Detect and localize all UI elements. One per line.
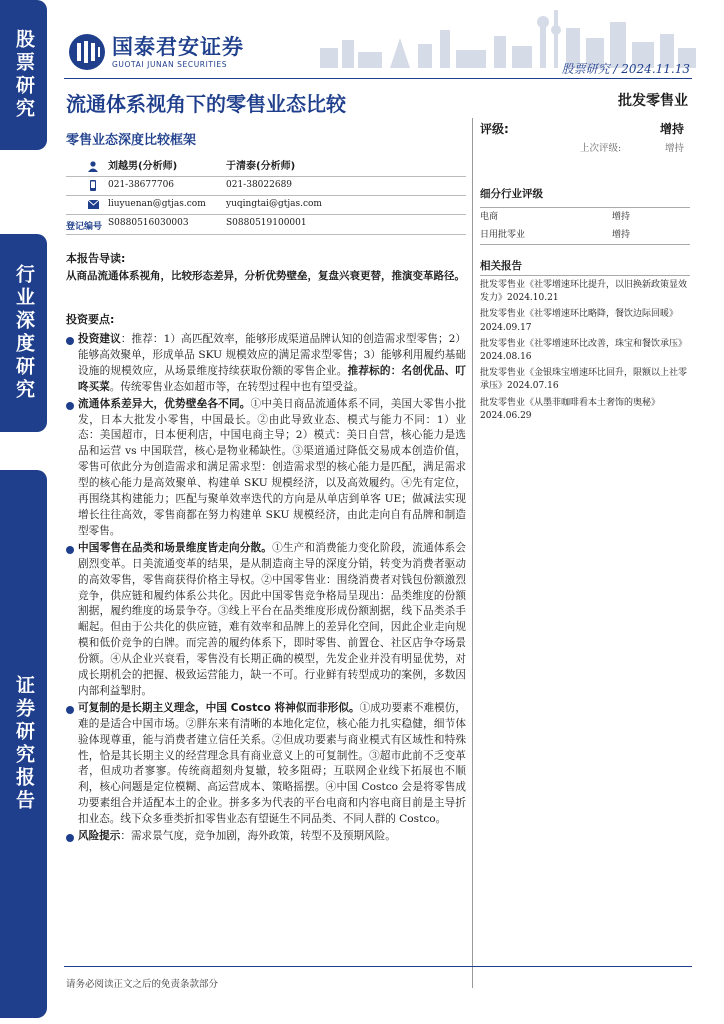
report-title: 流通体系视角下的零售业态比较 [66,92,346,116]
related-report-item[interactable]: 批发零售业《社零增速环比提升，以旧换新政策显效发力》2024.10.21 [480,280,688,304]
guide-label: 本报告导读: [66,252,126,265]
previous-rating: 上次评级: 增持 [580,143,684,154]
logo-en-text: GUOTAI JUNAN SECURITIES [112,59,228,69]
email-icon [88,195,99,214]
header-divider [64,78,692,79]
company-logo [68,33,244,71]
logo-cn-text: 国泰君安证券 [112,34,244,59]
sub-rating-row: 电商 增持 [480,212,630,222]
author-block [66,157,466,237]
point-risk: 风险提示：需求景气度，竞争加剧，海外政策，转型不及预期风险。 [66,829,466,845]
phone-icon [88,176,99,195]
author-1-email[interactable]: liuyuenan@gtjas.com [108,199,206,209]
author-rule [66,234,466,235]
logo-mark-icon [68,33,106,71]
report-type-date: 股票研究 / 2024.11.13 [561,62,690,76]
related-report-item[interactable]: 批发零售业《从墨菲咖啡看本土奢饰的奥秘》2024.06.29 [480,397,661,421]
sidebar-section-industry-research: 行业深度研究 [0,234,47,432]
column-divider [472,118,473,988]
disclaimer-note: 请务必阅读正文之后的免责条款部分 [66,979,219,990]
guide-text: 从商品流通体系视角，比较形态差异，分析优势壁垒，复盘兴衰更替，推演变革路径。 [66,270,465,282]
rating: 评级: 增持 [480,122,684,136]
sidebar [0,0,47,1024]
city-skyline-icon [300,0,700,68]
registration-label: 登记编号 [66,222,103,232]
footer-divider [64,966,692,967]
point-china-retail: 中国零售在品类和场景维度皆走向分散。①生产和消费能力变化阶段，流通体系会剧烈变革。日美流通变革的结果，是从制造商主导的深度分销，转变为消费者驱动的高效零售，零售商获得价格主导权。②中国零售业：围绕消费者对钱包份额激烈竞争，供应链和履约体系公共化。因此中国零售竞争格局呈现出：品类维度的份额割据，履约维度的场景争夺。③线上平台在品类维度形成份额割据，线下品类杀手崛起。但由于公共化的供应链，难有效率和品牌上的差异化空间，因此企业走向规模和低价竞争的白牌。而完善的履约体系下，即时零售、前置仓、社区店争夺场景份额。④从企业兴衰看，零售没有长期正确的模型，先发企业并没有明显优势，对成长期机会的把握、极致运营能力，缺一不可。行业鲜有转型成功的案例，多数因内部利益掣肘。 [66,541,466,700]
author-rule [66,214,466,215]
point-long-termism: 可复制的是长期主义理念，中国 Costco 将神似而非形似。①成功要素不难模仿，难的是适合中国市场。②胖东来有清晰的本地化定位，核心能力扎实稳健，细节体验体现尊重，能与消费者建立信任关系。②但成功要素与商业模式有区域性和特殊性，恰是其长期主义的经营理念具有商业意义上的可复制性。③超市此前不乏变革者，但成功者寥寥。传统商超刻舟复辙，较多阻碍；互联网企业线下拓展也不顺利，核心问题是定位模糊、高运营成本、策略摇摆。④中国 Costco 会是将零售成功要素组合并适配本土的企业。拼多多为代表的平台电商和内容电商目前是主导折扣业态。线下众多垂类折扣零售业态有望诞生不同品类、不同人群的 Costco。 [66,701,466,828]
author-1-cert: S0880516030003 [108,218,189,228]
sub-industry-rating [480,186,690,245]
related-reports-title: 相关报告 [480,260,522,272]
point-circulation-system: 流通体系差异大，优势壁垒各不同。①中美日商品流通体系不同，美国大零售小批发，日本大批发小零售，中国最长。②由此导致业态、模式与能力不同：1）业态：美国超市，日本便利店，中国电商主导；2）模式：美日自营，核心能力是选品和运营 vs 中国联营，核心是物业稀缺性。③渠道通过降低交易成本创造价值，零售可依此分为创造需求和满足需求型：创造需求型的核心能力是匹配，满足需求型的核心能力是高效聚单、构建单 SKU 规模经济，以及高效履约。④先有定位，再围绕其构建能力；匹配与聚单效率迭代的方向是从单店到单客 UE；做减法实现增长往往高效，零售商都在努力构建单 SKU 规模经济，由此走向自有品牌和制造型零售。 [66,397,466,540]
author-2-email[interactable]: yuqingtai@gtjas.com [226,199,322,209]
author-2: 于清泰(分析师) 021-38022689 yuqingtai@gtjas.com S0880519100001 [226,157,322,233]
industry-name: 批发零售业 [618,93,688,109]
related-report-item[interactable]: 批发零售业《社零增速环比改善，珠宝和餐饮承压》2024.08.16 [480,338,688,363]
related-reports [480,275,690,423]
author-rule [66,195,466,196]
author-rule [66,176,466,177]
sub-rating-title: 细分行业评级 [480,188,543,200]
points-label: 投资要点: [66,313,115,326]
related-report-item[interactable]: 批发零售业《社零增速环比略降，餐饮边际回暖》2024.09.17 [480,309,679,333]
sidebar-section-securities-report: 证券研究报告 [0,470,47,1018]
author-1: 刘越男(分析师) 021-38677706 liuyuenan@gtjas.com S0880516030003 [108,157,206,233]
author-1-phone: 021-38677706 [108,180,175,190]
related-report-item[interactable]: 批发零售业《金银珠宝增速环比回升，限额以上社零承压》2024.07.16 [480,368,688,392]
author-2-cert: S0880519100001 [226,218,307,228]
investment-points [66,332,466,846]
rating-value: 增持 [659,122,684,136]
point-recommendation: 投资建议：推荐：1）高匹配效率，能够形成渠道品牌认知的创造需求型零售；2）能够高效聚单，形成单品 SKU 规模效应的满足需求型零售；3）能够利用履约基础设施的规模效应，从场景维度持续获取份额的零售企业。推荐标的：名创优品、叮咚买菜。传统零售业态如超市等，在转型过程中也有望受益。 [66,332,466,396]
sidebar-section-stock-research: 股票研究 [0,0,47,150]
author-2-phone: 021-38022689 [226,180,293,190]
person-icon [88,157,99,176]
sub-rating-row: 日用批零业 增持 [480,230,630,240]
report-subtitle: 零售业态深度比较框架 [66,133,197,148]
